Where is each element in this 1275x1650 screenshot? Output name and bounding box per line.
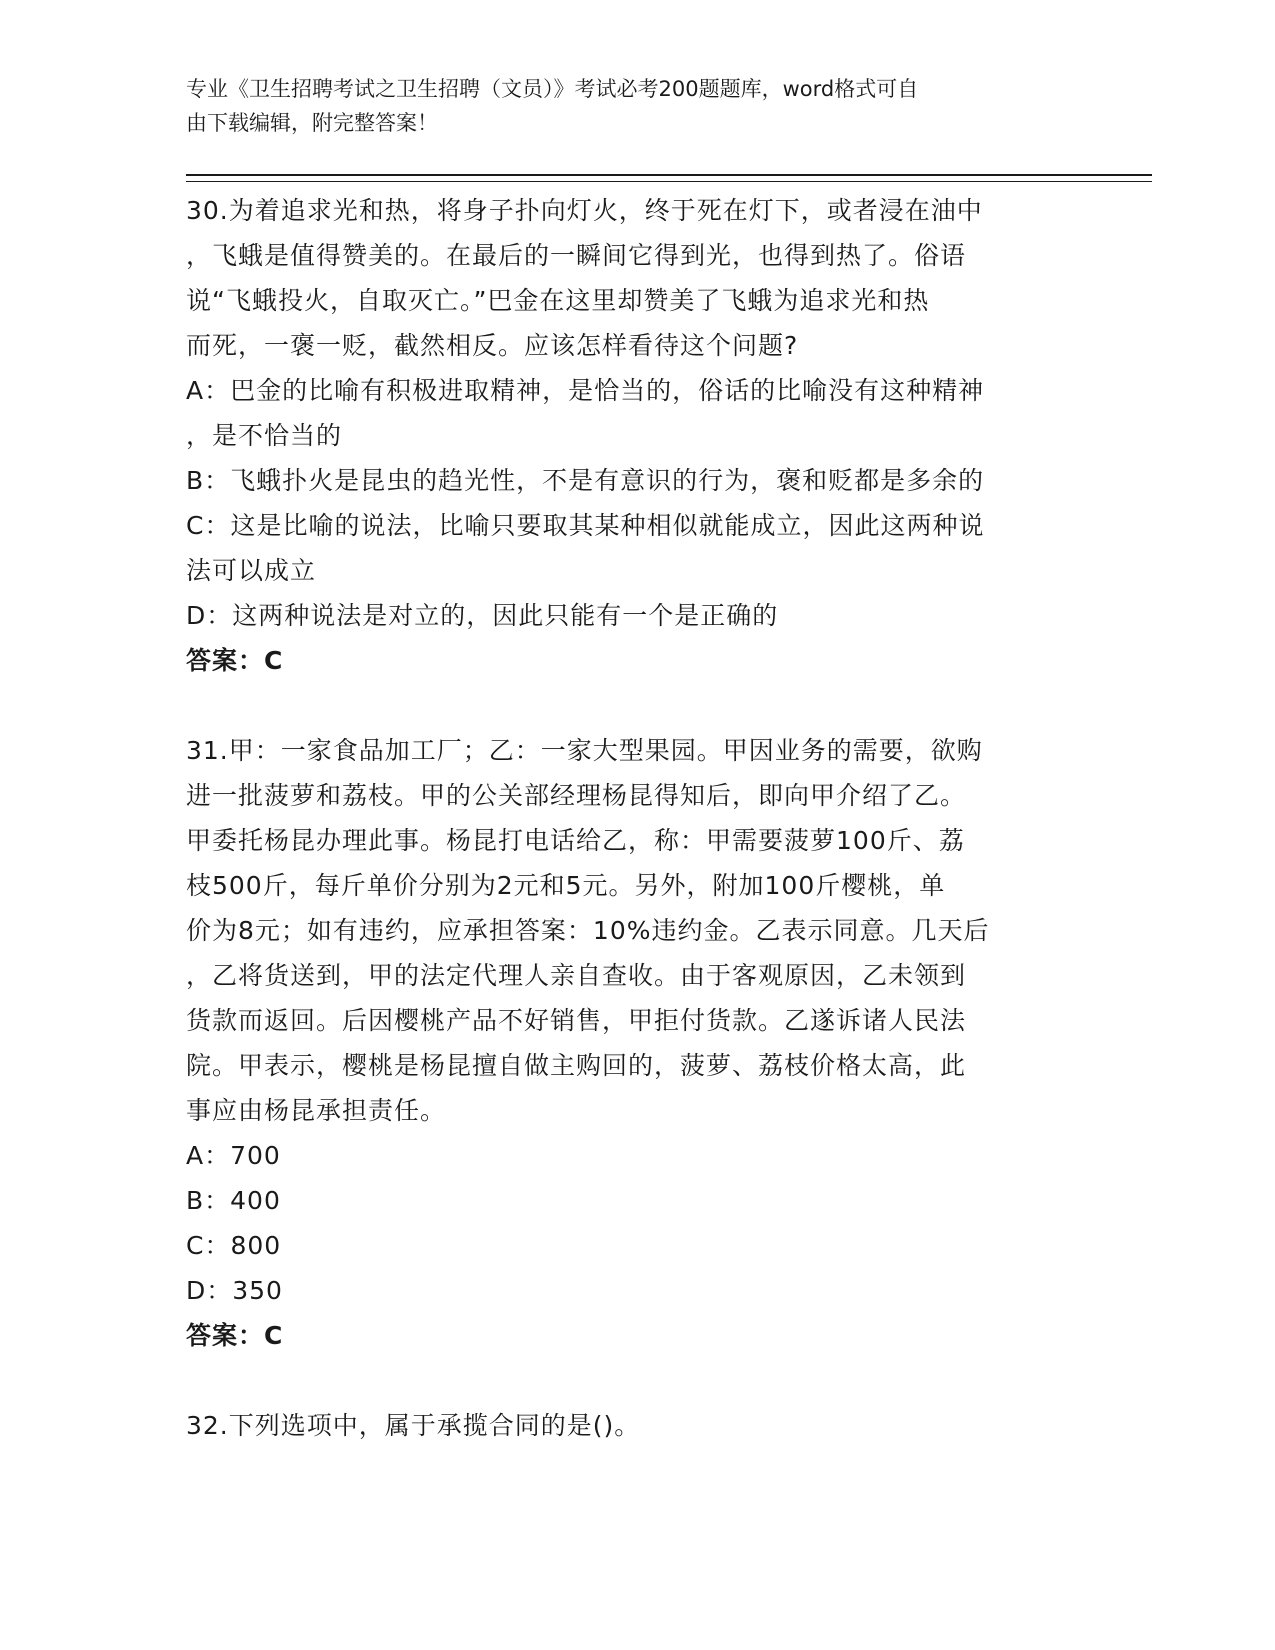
question-stem-line: 院。甲表示，樱桃是杨昆擅自做主购回的，菠萝、荔枝价格太高，此	[186, 1051, 967, 1080]
question-stem-line: 价为8元；如有违约，应承担答案：10%违约金。乙表示同意。几天后	[186, 916, 990, 945]
question-stem-line: 进一批菠萝和荔枝。甲的公关部经理杨昆得知后，即向甲介绍了乙。	[186, 781, 967, 810]
question-stem-line: 说“飞蛾投火，自取灭亡。”巴金在这里却赞美了飞蛾为追求光和热	[186, 286, 930, 315]
question-stem-line: 32.下列选项中，属于承揽合同的是()。	[186, 1411, 641, 1440]
question-stem-line: 枝500斤，每斤单价分别为2元和5元。另外，附加100斤樱桃，单	[186, 871, 946, 900]
question-stem-line: 31.甲：一家食品加工厂；乙：一家大型果园。甲因业务的需要，欲购	[186, 736, 983, 765]
question-30	[186, 188, 1076, 683]
option-d-line: D：这两种说法是对立的，因此只能有一个是正确的	[186, 601, 779, 630]
question-list	[186, 188, 1076, 1448]
question-stem-line: 事应由杨昆承担责任。	[186, 1096, 447, 1125]
option-c-line: 法可以成立	[186, 556, 317, 585]
option-b-line: B：400	[186, 1186, 281, 1215]
question-stem-line: 而死，一褒一贬，截然相反。应该怎样看待这个问题?	[186, 331, 799, 360]
document-header	[186, 72, 1066, 140]
answer-label: 答案：C	[186, 1321, 284, 1350]
question-32	[186, 1403, 1076, 1448]
question-stem-line: 货款而返回。后因樱桃产品不好销售，甲拒付货款。乙遂诉诸人民法	[186, 1006, 967, 1035]
option-a-line: A：巴金的比喻有积极进取精神，是恰当的，俗话的比喻没有这种精神	[186, 376, 985, 405]
option-b-line: B：飞蛾扑火是昆虫的趋光性，不是有意识的行为，褒和贬都是多余的	[186, 466, 985, 495]
spacer	[186, 1358, 1076, 1403]
header-divider-thin	[186, 181, 1152, 182]
question-stem-line: 甲委托杨昆办理此事。杨昆打电话给乙，称：甲需要菠萝100斤、荔	[186, 826, 965, 855]
option-a-line: ，是不恰当的	[186, 421, 343, 450]
question-stem-line: ，乙将货送到，甲的法定代理人亲自查收。由于客观原因，乙未领到	[186, 961, 967, 990]
header-divider-thick	[186, 174, 1152, 176]
answer-label: 答案：C	[186, 646, 284, 675]
question-stem-line: ，飞蛾是值得赞美的。在最后的一瞬间它得到光，也得到热了。俗语	[186, 241, 967, 270]
header-line-1: 专业《卫生招聘考试之卫生招聘（文员）》考试必考200题题库，word格式可自	[186, 77, 919, 101]
header-line-2: 由下载编辑，附完整答案！	[186, 111, 438, 135]
spacer	[186, 683, 1076, 728]
question-stem-line: 30.为着追求光和热，将身子扑向灯火，终于死在灯下，或者浸在油中	[186, 196, 983, 225]
question-31	[186, 728, 1076, 1358]
option-d-line: D：350	[186, 1276, 283, 1305]
option-a-line: A：700	[186, 1141, 281, 1170]
option-c-line: C：这是比喻的说法，比喻只要取其某种相似就能成立，因此这两种说	[186, 511, 985, 540]
option-c-line: C：800	[186, 1231, 282, 1260]
